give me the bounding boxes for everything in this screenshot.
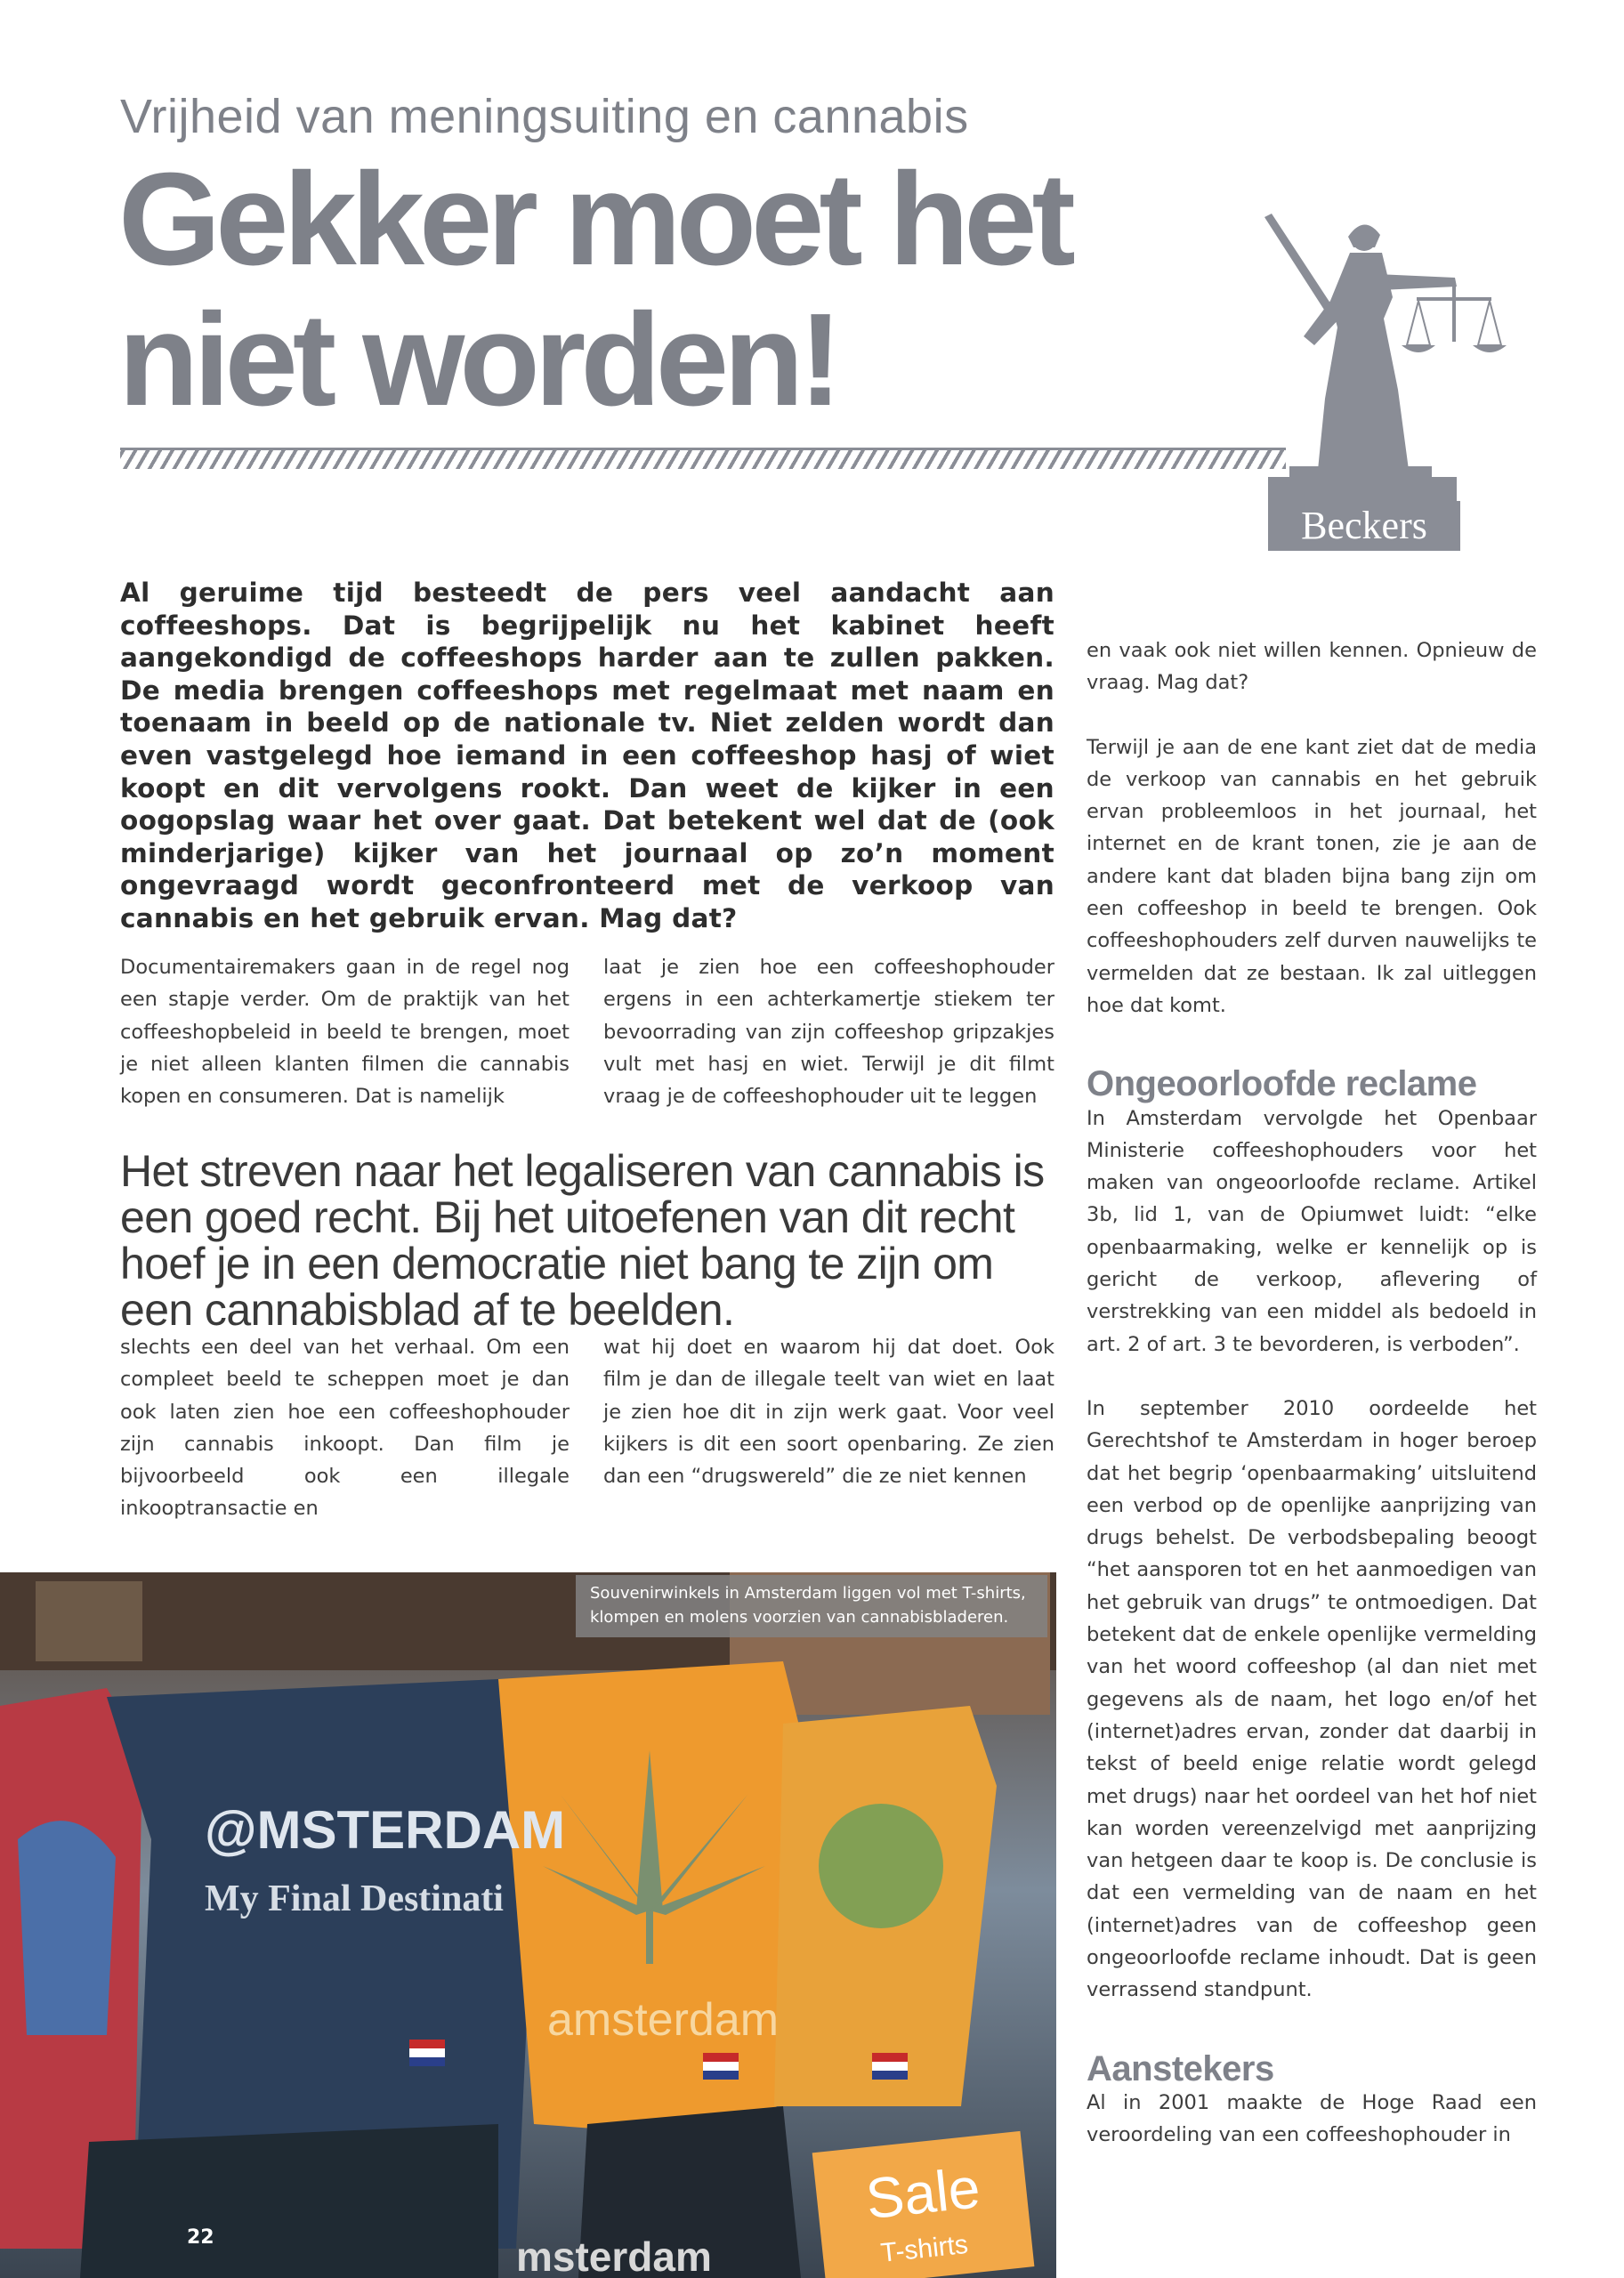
souvenir-shop-photo: [0, 1572, 1056, 2278]
body-column-2-top: [603, 951, 1054, 1112]
paragraph: In Amsterdam vervolgde het Openbaar Ministerie coffeeshophouders voor het maken van ongeoorloofde reclame. Artikel 3b, lid 1, van de Opiumwet luidt: “elke openbaarmaking, welke er kennelijk op is gericht de verkoop, aflevering of verstrekking van een middel als bedoeld in art. 2 of art. 3 te bevorderen, is verboden”.: [1087, 1106, 1537, 1356]
body-column-1-top: [120, 951, 570, 1112]
title-line-2: niet worden!: [118, 287, 837, 433]
paragraph: slechts een deel van het verhaal. Om een compleet beeld te scheppen moet je dan ook laten zien hoe een coffeeshophouder zijn cannabis inkoopt. Dan film je bijvoorbeeld ook een illegale inkooptransactie en: [120, 1336, 570, 1521]
divider-hatch: [120, 448, 1286, 469]
photo-illustration: [0, 1572, 1056, 2278]
page-number: 22: [187, 2226, 214, 2249]
body-column-1-bottom: [120, 1331, 570, 1525]
shirt-text: @MSTERDAM: [205, 1800, 566, 1860]
section-heading: Aanstekers: [1087, 2048, 1274, 2088]
shirt-text: msterdam: [516, 2234, 712, 2278]
pull-quote: Het streven naar het legaliseren van cannabis is een goed recht. Bij het uitoefenen van dit recht hoef je in een democratie niet bang te zijn om een cannabisblad af te beelden.: [120, 1146, 1045, 1335]
title-line-1: Gekker moet het: [118, 146, 1071, 293]
paragraph: en vaak ook niet willen kennen. Opnieuw de vraag. Mag dat?: [1087, 639, 1537, 695]
intro-paragraph: Al geruime tijd besteedt de pers veel aandacht aan coffeeshops. Dat is begrijpelijk nu het kabinet heeft aangekondigd de coffeeshops harder aan te zullen pakken. De media brengen coffeeshops met regelmaat met naam en toenaam in beeld op de nationale tv. Niet zelden wordt dan even vastgelegd hoe iemand in een coffeeshop hasj of wiet koopt en dit vervolgens rookt. Dan weet de kijker in een oogopslag waar het over gaat. Dat betekent wel dat de (ook minderjarige) kijker van het journaal op zo’n moment ongevraagd wordt geconfronteerd met de verkoop van cannabis en het gebruik ervan. Mag dat?: [120, 578, 1054, 933]
sale-sign-text: T-shirts: [879, 2229, 970, 2268]
body-column-3: [1087, 634, 1537, 2151]
section-heading: Ongeoorloofde reclame: [1087, 1064, 1477, 1104]
paragraph: In september 2010 oordeelde het Gerechtshof te Amsterdam in hoger beroep dat het begrip ‘openbaarmaking’ uitsluitend een verbod op de openlijke aanprijzing van drugs behelst. De verbodsbepaling beoogt “het aansporen tot en het aanmoedigen van het gebruik van drugs” te ontmoedigen. Dat betekent dat de enkele openlijke vermelding van het woord coffeeshop (al dan niet met gegevens als de naam, het logo en/of het (internet)adres ervan, zonder dat daarbij in tekst of beeld enige relatie wordt gelegd met drugs) naar het oordeel van het hof niet kan worden vereenzelvigd met aanprijzing van hetgeen daar te koop is. De conclusie is dat een vermelding van de naam en het (internet)adres van de coffeeshop geen ongeoorloofde reclame inhoudt. Dat is geen verrassend standpunt.: [1087, 1396, 1537, 2002]
paragraph: laat je zien hoe een coffeeshophouder ergens in een achterkamertje stiekem ter bevoorrading van zijn coffeeshop gripzakjes vult met hasj en wiet. Terwijl je dit filmt vraag je de coffeeshophouder uit te leggen: [603, 956, 1054, 1109]
beckers-logo: Beckers: [1268, 501, 1460, 551]
shirt-text: amsterdam: [547, 1994, 780, 2046]
article-title: [118, 146, 1257, 433]
body-column-2-bottom: [603, 1331, 1054, 1492]
sale-sign-text: Sale: [862, 2155, 983, 2232]
paragraph: wat hij doet en waarom hij dat doet. Ook film je dan de illegale teelt van wiet en laat je zien hoe dit in zijn werk gaat. Voor veel kijkers is dit een soort openbaring. Ze zien dan een “drugswereld” die ze niet kennen: [603, 1336, 1054, 1489]
paragraph: Al in 2001 maakte de Hoge Raad een veroordeling van een coffeeshophouder in: [1087, 2090, 1537, 2147]
justice-statue-icon: [1232, 212, 1539, 505]
paragraph: Terwijl je aan de ene kant ziet dat de media de verkoop van cannabis en het gebruik ervan probleemloos in het journaal, het internet en de krant tonen, zie je aan de andere kant dat bladen bijna bang zijn om een coffeeshop in beeld te brengen. Ook coffeeshophouders zelf durven nauwelijks te vermelden dat ze bestaan. Ik zal uitleggen hoe dat komt.: [1087, 735, 1537, 1017]
article-kicker: Vrijheid van meningsuiting en cannabis: [120, 90, 969, 143]
photo-caption: Souvenirwinkels in Amsterdam liggen vol met T-shirts, klompen en molens voorzien van cannabisbladeren.: [576, 1575, 1047, 1637]
paragraph: Documentairemakers gaan in de regel nog een stapje verder. Om de praktijk van het coffeeshopbeleid in beeld te brengen, moet je niet alleen klanten filmen die cannabis kopen en consumeren. Dat is namelijk: [120, 956, 570, 1109]
shirt-text: My Final Destinati: [205, 1878, 504, 1919]
